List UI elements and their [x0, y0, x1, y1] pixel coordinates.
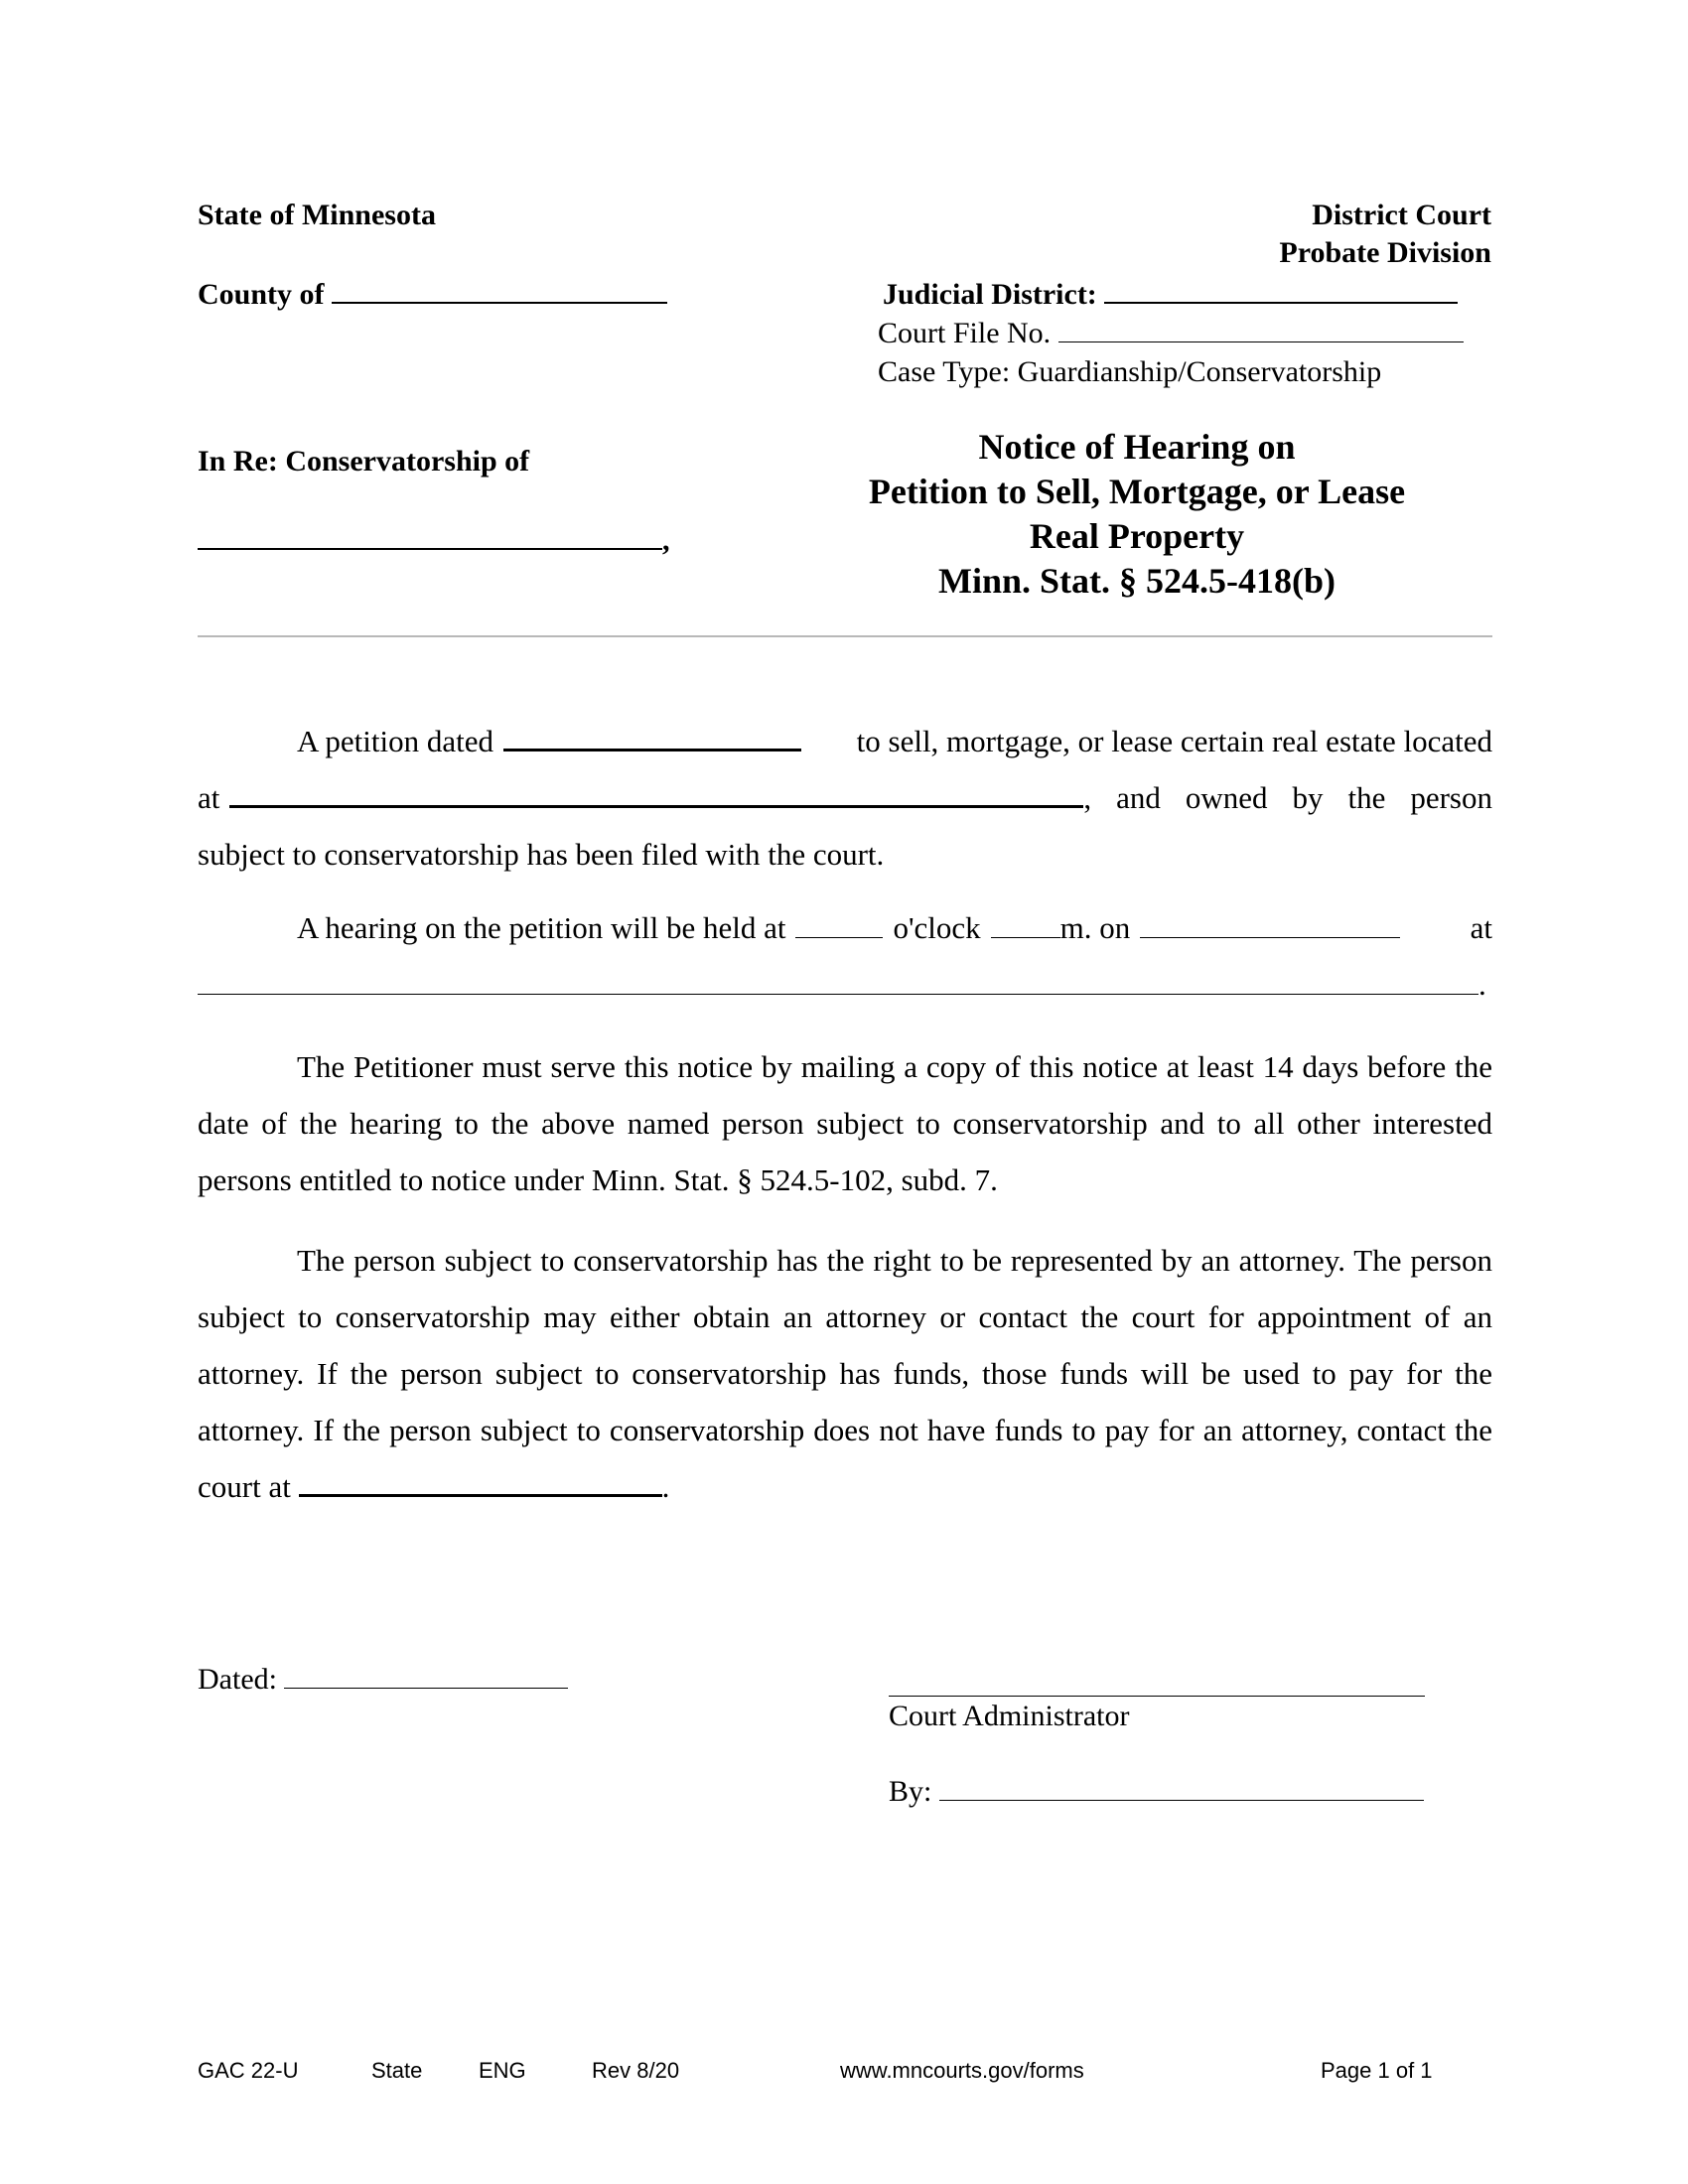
court-contact-field[interactable]	[299, 1463, 662, 1497]
court-file-field[interactable]	[1058, 320, 1464, 342]
title-line-2: Petition to Sell, Mortgage, or Lease	[868, 472, 1406, 511]
p1-text-e: subject to conservatorship has been filed with the court.	[198, 837, 885, 872]
division-label: Probate Division	[1279, 236, 1491, 269]
court-label: District Court	[1312, 199, 1491, 231]
county-field[interactable]	[332, 280, 667, 304]
by-label: By:	[889, 1775, 932, 1808]
judicial-district-field[interactable]	[1104, 280, 1458, 304]
document-title	[814, 425, 1460, 604]
p2-period: .	[1478, 967, 1486, 1002]
p1-text-c: at	[198, 780, 220, 815]
footer-form-id: GAC 22-U	[198, 2058, 299, 2083]
by-line	[889, 1775, 1424, 1809]
case-type-label: Case Type:	[878, 355, 1011, 388]
petition-date-field[interactable]	[503, 718, 801, 751]
paragraph-hearing	[198, 899, 1492, 1013]
title-line-3: Real Property	[1029, 516, 1245, 556]
p2-text-c: m. on	[1059, 910, 1131, 945]
p2-text-a: A hearing on the petition will be held at	[297, 910, 786, 945]
judicial-district-line	[883, 278, 1458, 312]
title-line-4: Minn. Stat. § 524.5-418(b)	[937, 561, 1336, 601]
name-comma: ,	[662, 524, 670, 557]
paragraph-petition	[198, 713, 1492, 883]
state-label: State of Minnesota	[198, 199, 436, 231]
dated-label: Dated:	[198, 1663, 277, 1696]
court-file-label: Court File No.	[878, 317, 1052, 349]
footer-language: ENG	[479, 2058, 526, 2083]
p4-period: .	[661, 1469, 670, 1504]
footer-revision: Rev 8/20	[592, 2058, 680, 2083]
hearing-date-field[interactable]	[1140, 915, 1400, 938]
county-line	[198, 278, 667, 312]
p1-text-b: to sell, mortgage, or lease certain real estate located	[856, 724, 1492, 758]
conservatee-name-line	[198, 524, 670, 558]
p1-text-a: A petition dated	[297, 724, 494, 758]
county-label: County of	[198, 278, 325, 311]
in-re-label: In Re: Conservatorship of	[198, 445, 530, 478]
footer-jurisdiction: State	[371, 2058, 423, 2083]
paragraph-attorney	[198, 1232, 1492, 1515]
header-divider	[198, 635, 1492, 637]
hearing-hour-field[interactable]	[795, 915, 883, 938]
p2-text-d: at	[1470, 910, 1492, 945]
conservatee-name-field[interactable]	[198, 526, 662, 550]
court-file-line	[878, 317, 1464, 350]
judicial-district-label: Judicial District:	[883, 278, 1097, 311]
hearing-location-field[interactable]	[198, 972, 1478, 995]
dated-line	[198, 1663, 568, 1697]
case-type-line	[878, 355, 1381, 389]
footer-url-link[interactable]: www.mncourts.gov/forms	[840, 2058, 1084, 2083]
case-type-value: Guardianship/Conservatorship	[1017, 355, 1382, 388]
property-location-field[interactable]	[229, 774, 1083, 808]
p1-text-d: , and owned by the person	[1083, 780, 1492, 815]
p2-text-b: o'clock	[893, 910, 981, 945]
title-line-1: Notice of Hearing on	[978, 427, 1296, 467]
court-administrator-label: Court Administrator	[889, 1700, 1130, 1732]
by-signature-field[interactable]	[939, 1778, 1424, 1801]
hearing-ampm-field[interactable]	[991, 915, 1060, 938]
administrator-signature-line[interactable]	[889, 1696, 1425, 1697]
p4-text: The person subject to conservatorship has the right to be represented by an attorney. The person subject to conservatorship may either obtain an attorney or contact the court for appointment of an attorney. If the person subject to conservatorship has funds, those funds will be used to pay for the attorney. If the person subject to conservatorship does not have funds to pay for an attorney, contact the court at	[198, 1243, 1492, 1504]
dated-field[interactable]	[284, 1666, 568, 1689]
footer-page-number: Page 1 of 1	[1321, 2058, 1433, 2083]
paragraph-service: The Petitioner must serve this notice by mailing a copy of this notice at least 14 days before the date of the hearing to the above named person subject to conservatorship and to all other interested persons entitled to notice under Minn. Stat. § 524.5-102, subd. 7.	[198, 1049, 1492, 1197]
